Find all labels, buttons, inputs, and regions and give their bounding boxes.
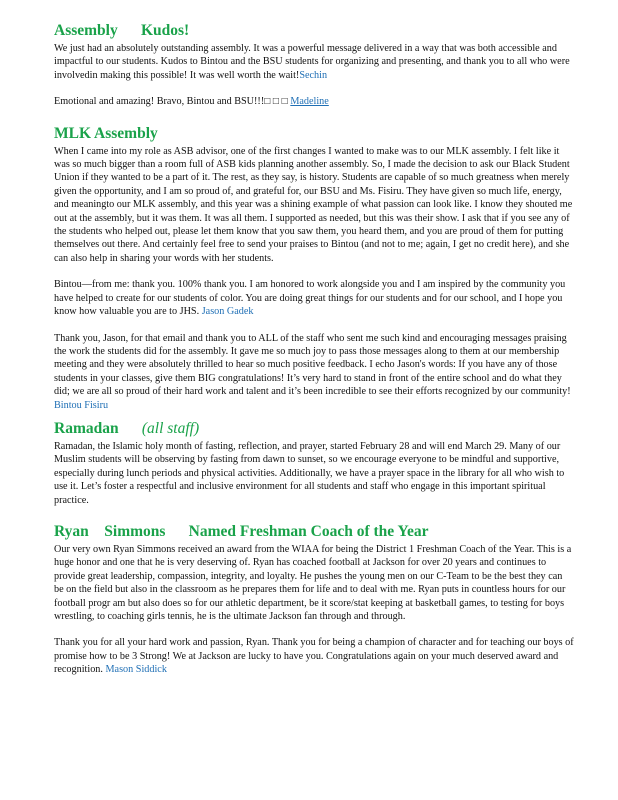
signature-mason-siddick: Mason Siddick — [105, 664, 167, 676]
paragraph — [54, 278, 574, 318]
newsletter-page — [54, 22, 574, 677]
paragraph-text: Ramadan, the Islamic holy month of fasting, reflection, and prayer, started February 28 and will end March 29. Many of our Muslim students will be observing by fasting from dawn to sunset, so we encourage everyone to be mindful and supportive, especially during lunch periods and physical activities. Additionally, we have a prayer space in the library for all who wish to use it. Let’s foster a respectful and inclusive environment for all students and staff who engage in this important spiritual practice. — [54, 440, 565, 506]
section-title-ramadan — [54, 420, 574, 438]
paragraph — [54, 543, 574, 623]
paragraph-text: Emotional and amazing! Bravo, Bintou and BSU!!!□ □ □ — [54, 96, 291, 108]
section-title-ryan-simmons: Ryan Simmons Named Freshman Coach of the Year — [54, 522, 429, 540]
paragraph — [54, 440, 574, 507]
signature-jason-gadek: Jason Gadek — [201, 306, 254, 318]
signature-sechin: Sechin — [299, 69, 328, 81]
signature-bintou-fisiru: Bintou Fisiru — [54, 399, 109, 411]
ramadan-title-note: (all staff) — [141, 419, 200, 437]
section-title-assembly-kudos: Assembly Kudos! — [54, 22, 190, 39]
paragraph — [54, 145, 574, 266]
paragraph — [54, 95, 574, 108]
paragraph-text: When I came into my role as ASB advisor, one of the first changes I wanted to make was to our MLK assembly. I felt like it was so much bigger than a room full of ASB kids planning another assembly. So, I made the decision to ask our Black Student Union if they wanted to be a part of it. The rest, as they say, is history. Students are capable of so much greatness when merely given the opportunity, and I am so proud of, and grateful for, our BSU and Ms. Fisiru. They have given so much life, energy, and meaningto our MLK assembly, and this year was a shining example of what passion can look like. I know they shouted me out at the assembly, but it was them. It was all them. I supported as needed, but this was their show. I ask that if you see any of the students who helped out, please let them know that you saw them, you heard them, and you are proud of them for putting themselves out there. And certainly feel free to send your praises to Bintou (and not to me; again, I get no credit here), and she can also help in sharing your words with her students. — [54, 145, 573, 264]
signature-madeline-link[interactable]: Madeline — [290, 96, 329, 108]
ramadan-title-text: Ramadan — [54, 419, 119, 437]
paragraph-text: Our very own Ryan Simmons received an award from the WIAA for being the District 1 Freshman Coach of the Year. This is a huge honor and one that he is very deserving of. Ryan has coached football at Jackson for over 20 years and continues to provide great leadership, compassion, integrity, and loyalty. He pushes the young men on our C-Team to be the best they can be on the field but also in the classroom as he prepares them for life and to deal with me. Ryan puts in countless hours for our football progr am but also does so for our athletic department, be it score/stat keeping at basketball games, to testing for boys wrestling, to coaching girls tennis, he is the ultimate Jackson fan through and through. — [54, 543, 572, 622]
section-title-mlk-assembly: MLK Assembly — [54, 124, 158, 142]
paragraph-text: Thank you, Jason, for that email and thank you to ALL of the staff who sent me such kind and encouraging messages praising the work the students did for the assembly. It gave me so much joy to pass those messages along to them at our membership meeting and they were absolutely thrilled to hear so much positive feedback. I echo Jason's words: If you have any of those students in your classes, give them BIG congratulations! It’s very hard to stand in front of the entire school and do what they did; we are all so proud of their hard work and talent and it’s been incredible to see their efforts recognized by our community! — [54, 332, 571, 398]
paragraph — [54, 42, 574, 82]
paragraph — [54, 332, 574, 399]
paragraph-text: Bintou—from me: thank you. 100% thank you. I am honored to work alongside you and I am inspired by the community you have helped to create for our students of color. You are doing great things for our students and for our school, and I hope you know how valuable you are to JHS. — [54, 279, 566, 318]
paragraph-text: Thank you for all your hard work and passion, Ryan. Thank you for being a champion of character and for teaching our boys of promise how to be 3 Strong! We at Jackson are lucky to have you. Congratulations again on your much deserved award and recognition. — [54, 637, 574, 676]
paragraph — [54, 636, 574, 676]
paragraph-text: We just had an absolutely outstanding assembly. It was a powerful message delivered in a way that was both accessible and impactful to our students. Kudos to Bintou and the BSU students for organizing and presenting, and thank you to all who were involvedin making this possible! It was well worth the wait! — [54, 43, 570, 81]
